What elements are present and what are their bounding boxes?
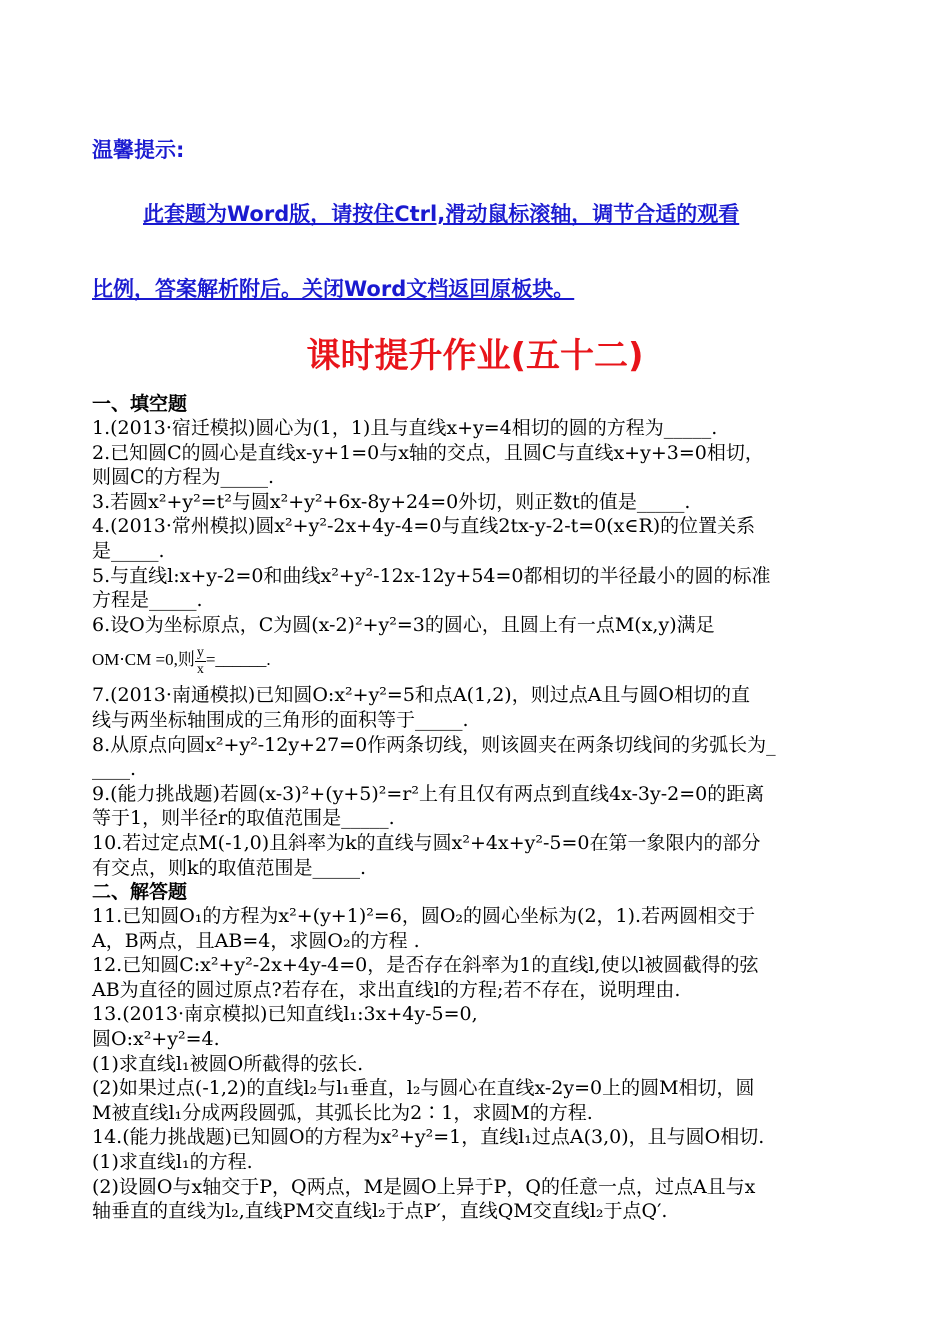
text-line: ____.	[92, 758, 137, 781]
text-line: M被直线l₁分成两段圆弧，其弧长比为2∶1，求圆M的方程.	[92, 1101, 593, 1124]
text-line: 11.已知圆O₁的方程为x²+(y+1)²=6，圆O₂的圆心坐标为(2，1).若两圆相交于	[92, 905, 756, 928]
text-line: 有交点，则k的取值范围是_____.	[92, 856, 367, 879]
text-line: 14.(能力挑战题)已知圆O的方程为x²+y²=1，直线l₁过点A(3,0)，且与圆O相切.	[92, 1126, 765, 1149]
text-line: 6.设O为坐标原点，C为圆(x-2)²+y²=3的圆心，且圆上有一点M(x,y)满足	[92, 613, 715, 636]
tip-heading: 温馨提示:	[92, 138, 185, 162]
document-body	[92, 392, 872, 1224]
text-line: 方程是_____.	[92, 589, 203, 612]
formula-right: =______.	[205, 650, 271, 670]
text-line: (1)求直线l₁被圆O所截得的弦长.	[92, 1052, 364, 1075]
text-line: 则圆C的方程为_____.	[92, 466, 275, 489]
formula-left: OM⋅CM =0,则	[92, 650, 195, 670]
text-line: 圆O:x²+y²=4.	[92, 1028, 220, 1051]
text-line: 9.(能力挑战题)若圆(x-3)²+(y+5)²=r²上有且仅有两点到直线4x-3y-2=0的距离	[92, 782, 765, 805]
fraction-denominator: x	[196, 661, 204, 677]
text-line: 等于1，则半径r的取值范围是_____.	[92, 807, 395, 830]
fraction-numerator: y	[196, 644, 204, 660]
text-line: (1)求直线l₁的方程.	[92, 1151, 253, 1174]
tip-line-2: 比例，答案解析附后。关闭Word文档返回原板块。	[92, 277, 575, 301]
tip-line-1: 此套题为Word版，请按住Ctrl,滑动鼠标滚轴，调节合适的观看	[143, 202, 740, 226]
text-line: 1.(2013·宿迁模拟)圆心为(1，1)且与直线x+y=4相切的圆的方程为_____.	[92, 417, 718, 439]
text-line: 是_____.	[92, 539, 165, 562]
formula-line	[92, 637, 872, 683]
section-heading-fill-in: 一、填空题	[92, 393, 188, 415]
text-line: 5.与直线l:x+y-2=0和曲线x²+y²-12x-12y+54=0都相切的半径最小的圆的标准	[92, 564, 771, 587]
section-heading-answer: 二、解答题	[92, 881, 188, 904]
text-line: 12.已知圆C:x²+y²-2x+4y-4=0，是否存在斜率为1的直线l,使以l被圆截得的弦	[92, 954, 759, 977]
text-line: 线与两坐标轴围成的三角形的面积等于_____.	[92, 708, 469, 731]
text-line: 8.从原点向圆x²+y²-12y+27=0作两条切线，则该圆夹在两条切线间的劣弧长为_	[92, 733, 776, 756]
text-line: 4.(2013·常州模拟)圆x²+y²-2x+4y-4=0与直线2tx-y-2-t=0(x∈R)的位置关系	[92, 515, 756, 538]
text-line: 10.若过定点M(-1,0)且斜率为k的直线与圆x²+4x+y²-5=0在第一象限内的部分	[92, 831, 761, 854]
text-line: AB为直径的圆过原点?若存在，求出直线l的方程;若不存在，说明理由.	[92, 978, 681, 1001]
text-line: 3.若圆x²+y²=t²与圆x²+y²+6x-8y+24=0外切，则正数t的值是_____.	[92, 490, 691, 513]
text-line: 13.(2013·南京模拟)已知直线l₁:3x+4y-5=0,	[92, 1003, 478, 1026]
text-line: A，B两点，且AB=4，求圆O₂的方程 .	[92, 929, 420, 952]
text-line: (2)设圆O与x轴交于P，Q两点，M是圆O上异于P，Q的任意一点，过点A且与x	[92, 1175, 756, 1198]
text-line: (2)如果过点(-1,2)的直线l₂与l₁垂直，l₂与圆心在直线x-2y=0上的圆M相切，圆	[92, 1077, 755, 1100]
fraction	[195, 645, 206, 678]
text-line: 轴垂直的直线为l₂,直线PM交直线l₂于点P′，直线QM交直线l₂于点Q′.	[92, 1200, 668, 1223]
document-title: 课时提升作业(五十二)	[306, 336, 644, 376]
text-line: 2.已知圆C的圆心是直线x-y+1=0与x轴的交点，且圆C与直线x+y+3=0相切，	[92, 441, 764, 464]
text-line: 7.(2013·南通模拟)已知圆O:x²+y²=5和点A(1,2)，则过点A且与圆O相切的直	[92, 684, 750, 707]
